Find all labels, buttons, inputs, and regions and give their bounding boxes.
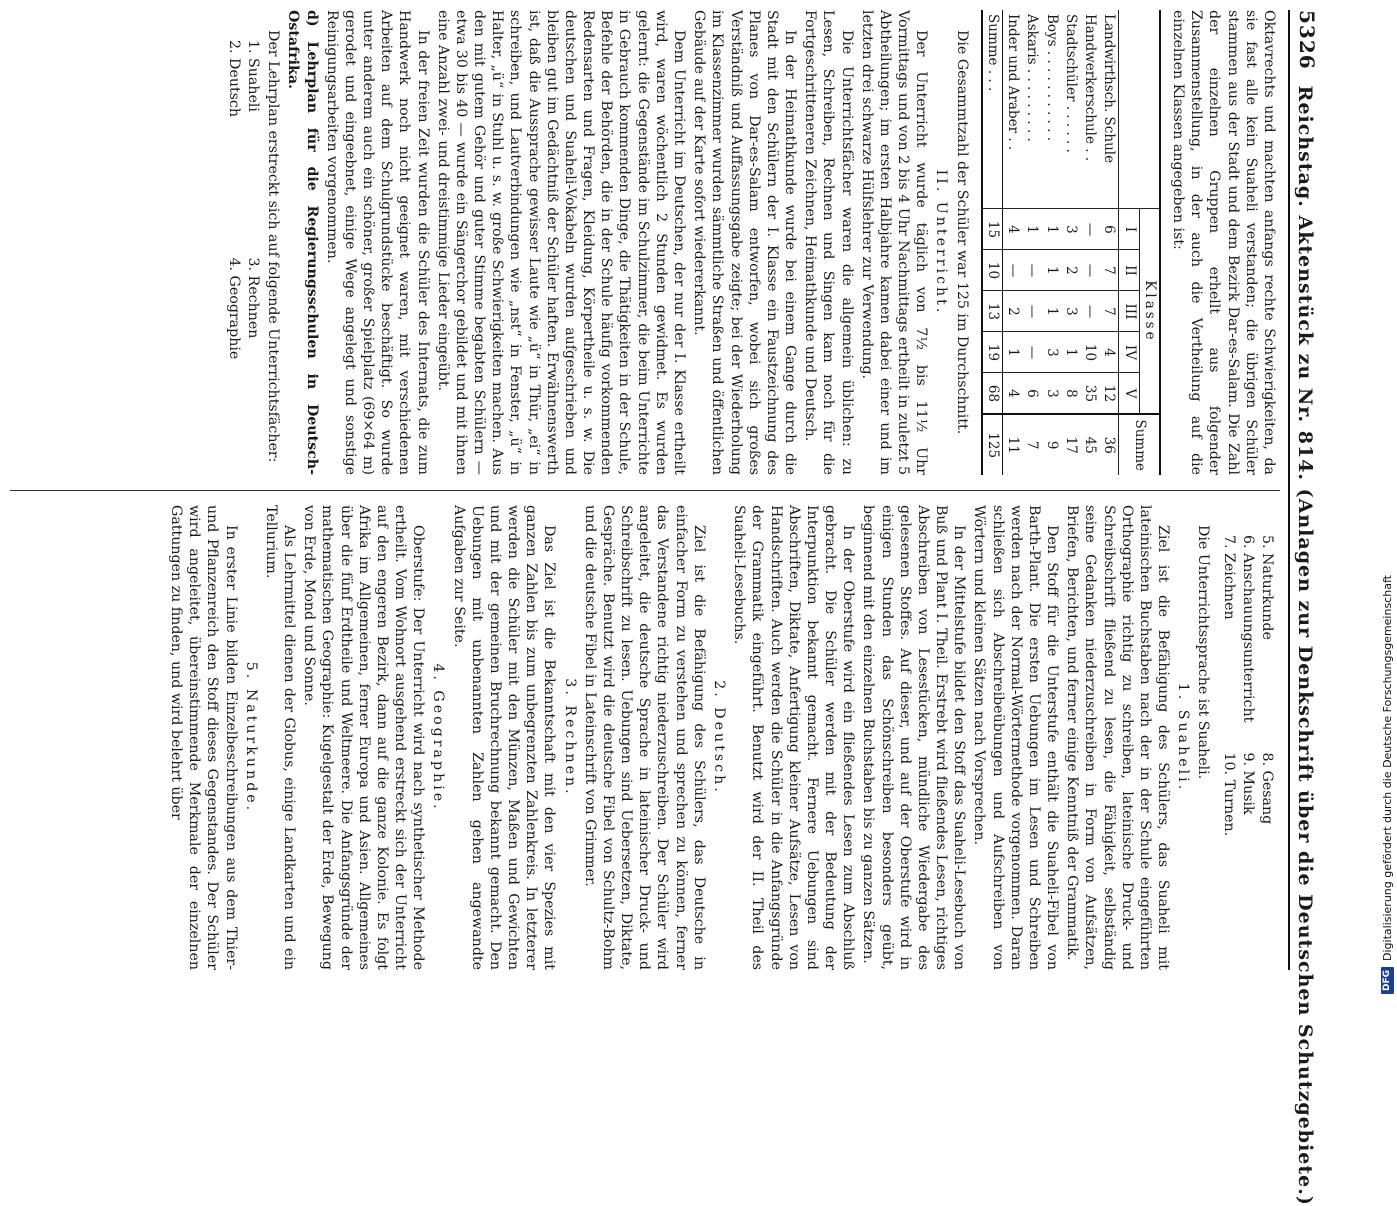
paragraph: Die Unterrichtssprache ist Suaheli. — [1195, 525, 1212, 780]
table-cell: — — [1080, 291, 1099, 332]
section-heading-lehrplan: d) Lehrplan für die Regierungsschulen in Deutsch-Ostafrika. — [285, 10, 320, 475]
class-header: I — [1119, 209, 1139, 250]
paragraph: Ziel ist die Befähigung des Schülers, das Suaheli mit lateinischen Buchstaben nach der in der Schule eingeführten Orthographie richtig zu schreiben, lateinische Druck- und Schreibschrift fließend zu lesen, die Fähigkeit, selbständig seine Gedanken niederzuschreiben in Form von Aufsätzen, Briefen, Berichten, und ferner einige Kenntniß der Grammatik. — [1064, 505, 1172, 970]
paragraph: Das Ziel ist die Bekanntschaft mit den vier Spezies mit ganzen Zahlen bis zum unbegrenzten Zahlenkreis. In letzterer werden die Schüler mit den Münzen, Maßen und Gewichten und mit der gemeinen Bruchrechnung bekannt gemacht. Den Uebungen mit unbenannten Zahlen gehen angewandte Aufgaben zur Seite. — [450, 505, 558, 970]
row-sum: 7 — [1022, 414, 1041, 475]
row-label: Inder und Araber . . — [1005, 14, 1022, 151]
total-cell: 10 — [982, 250, 1003, 291]
table-cell: 2 — [1061, 250, 1080, 291]
paragraph: Dem Unterricht im Deutschen, der nur der I. Klasse ertheilt wird, waren wöchentlich 2 Stunden gewidmet. Es wurden gelernt: die Gegenstände im Schulzimmer, die beim Unterrichte in Gebrauch kommenden Dinge, die Thätigkeiten in der Schule, Befehle der Behörden, die in der Schule häufig vorkommenden Redensarten und Fragen, Kleidung, Körpertheile u. s. w. Die deutschen und Suaheli-Vokabeln wurden aufgeschrieben und bleiben gut im Gedächtniß der Schüler haften. Erwähnenswerth ist, daß die Aussprache gewisser Laute wie „ü“ in Thür, „ei“ in schreiben, und Lautverbindungen wie „nst“ in Fenster, „ü“ in Halter, „ü“ in Stuhl u. s. w. große Schwierigkeiten machen. Aus den mit gutem Gehör und guter Stimme begabten Schülern — etwa 30 bis 40 — wurde ein Sängerchor gebildet und mit ihnen eine Anzahl zwei- und dreistimmige Lieder eingeübt. — [434, 10, 687, 475]
subject-list — [224, 40, 262, 475]
table-cell: — — [1002, 250, 1022, 291]
paragraph: In der Heimathkunde wurde bei einem Gange durch die Stadt mit den Schülern der I. Klasse ein Faustzeichnung des Planes von Dar-es-Salam entworfen, wobei sich großes Verständniß und Auffassungsgabe zeigte; bei der Wiederholung im Klassenzimmer wurden sämmtliche Straßen und öffentlichen Gebäude auf der Karte sofort wiedererkannt. — [691, 10, 799, 475]
dfg-logo-icon: DFG — [1381, 967, 1394, 994]
table-row — [1080, 10, 1099, 475]
list-item: 2. Deutsch — [225, 40, 242, 118]
table-corner — [1119, 10, 1160, 209]
row-sum: 45 — [1080, 414, 1099, 475]
total-cell: 15 — [982, 209, 1003, 250]
table-cell: 7 — [1099, 250, 1119, 291]
list-item: 3. Rechnen — [245, 257, 262, 339]
grand-total: 125 — [982, 414, 1003, 475]
list-item: 7. Zeichnen — [1220, 535, 1237, 620]
table-cell: 35 — [1080, 373, 1099, 415]
table-cell: 4 — [1099, 332, 1119, 373]
digitization-credit: Digitalisierung gefördert durch die Deutsche Forschungsgemeinschaft — [1381, 575, 1394, 961]
table-row — [1002, 10, 1022, 475]
table-cell: 4 — [1002, 373, 1022, 415]
paragraph: Die Unterrichtsfächer waren die allgemein üblichen: zu Lesen, Schreiben, Rechnen und Singen kam noch für die Fortgeschritteneren Zeichnen, Heimathkunde und Deutsch. — [802, 10, 855, 475]
column-divider — [10, 490, 1280, 491]
table-cell: — — [1022, 291, 1041, 332]
intro-paragraph: Oktavrechts und machten anfangs rechte Schwierigkeiten, da sie fast alle kein Suaheli verstanden; die übrigen Schüler stammen aus der Stadt und dem Bezirk Dar-es-Salam. Die Zahl der einzelnen Gruppen erhellt aus folgender Zusammenstellung, in der auch die Vertheilung auf die einzelnen Klassen angegeben ist: — [1170, 10, 1277, 475]
list-item: 6. Anschauungsunterricht — [1239, 535, 1256, 723]
class-header: II — [1119, 250, 1139, 291]
class-header: III — [1119, 291, 1139, 332]
row-label: Boys . . . . . . . . . . . — [1043, 14, 1060, 142]
list-item: 10. Turnen. — [1220, 752, 1237, 837]
class-header: V — [1119, 373, 1139, 415]
table-cell: — — [1022, 250, 1041, 291]
section-heading: 5. Naturkunde. — [242, 661, 259, 814]
total-label: Summe . . . — [982, 10, 1003, 209]
paragraph: In erster Linie bilden Einzelbeschreibungen aus dem Thier- und Pflanzenreich den Stoff dieses Gegenstandes. Der Schüler wird angeleitet, übereinstimmende Merkmale der einzelnen Gattungen zu finden, und wird belehrt über — [168, 505, 239, 970]
table-cell: 3 — [1061, 209, 1080, 250]
paragraph: Den Stoff für die Unterstufe enthält die Suaheli-Fibel von Barth-Plant. Die ersten Uebungen im Lesen und Schreiben werden nach der Normal-Wörtermethode vorgenommen. Daran schließen sich Abschreibeübungen und Aufschreiben von Wörtern und kleinen Sätzen nach Vorsprechen. — [971, 505, 1061, 970]
total-cell: 68 — [982, 373, 1003, 415]
page-number: 5326 — [1294, 10, 1319, 70]
class-header: IV — [1119, 332, 1139, 373]
paragraph: Ziel ist die Befähigung des Schülers, das Deutsche in einfacher Form zu verstehen und sprechen zu können, ferner das Verstandene richtig niederzuschreiben. Der Schüler wird angeleitet, die deutsche Sprache in lateinischer Druck- und Schreibschrift zu lesen. Uebungen sind Uebersetzen, Diktate, Gespräche. Benutzt wird die deutsche Fibel von Schultz-Bohm und die deutsche Fibel in Lateinschrift von Grimmer. — [581, 505, 707, 970]
table-cell: — — [1080, 209, 1099, 250]
section-heading: 2. Deutsch. — [711, 680, 728, 795]
row-label: Stadtschüler . . . . . . — [1062, 14, 1079, 153]
total-pupils-sentence: Die Gesammtzahl der Schüler war 125 im Durchschnitt. — [953, 30, 970, 435]
list-item: 4. Geographie — [225, 257, 242, 360]
paragraph: In der Oberstufe wird ein fließendes Lesen zum Abschluß gebracht. Die Schüler werden mit der Bedeutung der Interpunktion bekannt gemacht. Fernere Uebungen sind Abschriften, Diktate, Anfertigung kleiner Aufsätze, Lesen von Handschriften. Auch werden die Schüler in die Anfangsgründe der Grammatik eingeführt. Benutzt wird der II. Theil des Suaheli-Lesebuchs. — [731, 505, 857, 970]
table-cell: 4 — [1002, 209, 1022, 250]
list-item: 1. Suaheli — [245, 40, 262, 112]
table-cell: 1 — [1041, 209, 1060, 250]
paragraph: Der Lehrplan erstreckt sich auf folgende Unterrichtsfächer: — [265, 30, 282, 463]
table-cell: 1 — [1022, 209, 1041, 250]
table-cell: 8 — [1061, 373, 1080, 415]
paragraph: In der freien Zeit wurden die Schüler des Internats, die zum Handwerk noch nicht geeignet waren, mit verschiedenen Arbeiten auf dem Schulgrundstücke beschäftigt. So wurde unter anderem auch ein schöner, großer Spielplatz (69×64 m) gerodet und eingeebnet, einige Wege angelegt und sonstige Reinigungsarbeiten vorgenommen. — [323, 10, 431, 475]
section-heading-unterricht: II. Unterricht. — [933, 169, 950, 316]
table-cell: 6 — [1022, 373, 1041, 415]
section-heading: 4. Geographie. — [430, 663, 447, 812]
row-label: Askaris . . . . . . . . . — [1024, 14, 1041, 142]
table-cell: — — [1080, 250, 1099, 291]
class-group-header: Klasse — [1139, 209, 1160, 415]
table-row — [1061, 10, 1080, 475]
digitization-footer — [1378, 0, 1397, 1000]
row-sum: 17 — [1061, 414, 1080, 475]
section-heading: 3. Rechnen. — [561, 678, 578, 797]
rotated-page — [0, 10, 1330, 1206]
table-row — [1041, 10, 1060, 475]
table-cell: 1 — [1002, 332, 1022, 373]
list-item: 5. Naturkunde — [1259, 535, 1275, 640]
table-cell: — — [1022, 332, 1041, 373]
running-title: Reichstag. Aktenstück zu Nr. 814. (Anlagen zur Denkschrift über die Deutschen Schutzgebiete.) — [1294, 85, 1317, 1206]
sum-column-header: Summe — [1119, 414, 1160, 475]
table-cell: 2 — [1002, 291, 1022, 332]
section-heading: 1. Suaheli. — [1175, 682, 1192, 793]
row-label: Landwirthsch. Schule — [1101, 14, 1118, 164]
table-cell: 3 — [1041, 373, 1060, 415]
table-cell: 3 — [1061, 291, 1080, 332]
right-column — [165, 505, 1278, 970]
table-cell: 1 — [1041, 250, 1060, 291]
table-cell: 12 — [1099, 373, 1119, 415]
total-cell: 19 — [982, 332, 1003, 373]
row-sum: 36 — [1099, 414, 1119, 475]
row-sum: 9 — [1041, 414, 1060, 475]
list-item: 9. Musik — [1239, 752, 1256, 815]
table-cell: 3 — [1041, 332, 1060, 373]
table-cell: 1 — [1061, 332, 1080, 373]
page-header — [1288, 10, 1330, 1206]
paragraph: Der Unterricht wurde täglich von 7½ bis 11½ Uhr Vormittags und von 2 bis 4 Uhr Nachmittags ertheilt in zuletzt 5 Abtheilungen; im ersten Halbjahre kamen dabei einer und im letzten drei schwarze Hülfslehrer zur Verwendung. — [858, 10, 930, 475]
paragraph: In der Mittelstufe bildet den Stoff das Suaheli-Lesebuch von Buß und Plant I. Theil. Erstrebt wird fließendes Lesen, richtiges Abschreiben von Lesestücken, mündliche Wiedergabe des gelesenen Stoffes. Auf dieser, und auf der Oberstufe wird in einigen Stunden das Schönschreiben besonders geübt, beginnend mit den einzelnen Buchstaben bis zu ganzen Sätzen. — [860, 505, 968, 970]
paragraph: Als Lehrmittel dienen der Globus, einige Landkarten und ein Tellurium. — [262, 505, 298, 970]
list-item: 8. Gesang — [1259, 752, 1275, 825]
row-sum: 11 — [1002, 414, 1022, 475]
paragraph: Oberstufe: Der Unterricht wird nach synthetischer Methode ertheilt. Vom Wohnort ausgehend erstreckt sich der Unterricht auf den engeren Bezirk, dann auf die ganze Kolonie. Es folgt Afrika im Allgemeinen, ferner Europa und Asien. Allgemeines über die fünf Erdtheile und Weltmeere. Die Anfangsgründe der mathematischen Geographie: Kugelgestalt der Erde, Bewegung von Erde, Mond und Sonne. — [301, 505, 427, 970]
table-row — [1099, 10, 1119, 475]
table-cell: 1 — [1041, 291, 1060, 332]
table-cell: 7 — [1099, 291, 1119, 332]
left-column — [218, 10, 1278, 475]
total-cell: 13 — [982, 291, 1003, 332]
table-row — [1022, 10, 1041, 475]
total-row — [982, 10, 1003, 475]
subject-list-continued — [1218, 535, 1276, 970]
table-cell: 10 — [1080, 332, 1099, 373]
row-label: Handwerkerschule . . — [1082, 14, 1099, 162]
table-cell: 6 — [1099, 209, 1119, 250]
class-distribution-table — [981, 10, 1161, 475]
